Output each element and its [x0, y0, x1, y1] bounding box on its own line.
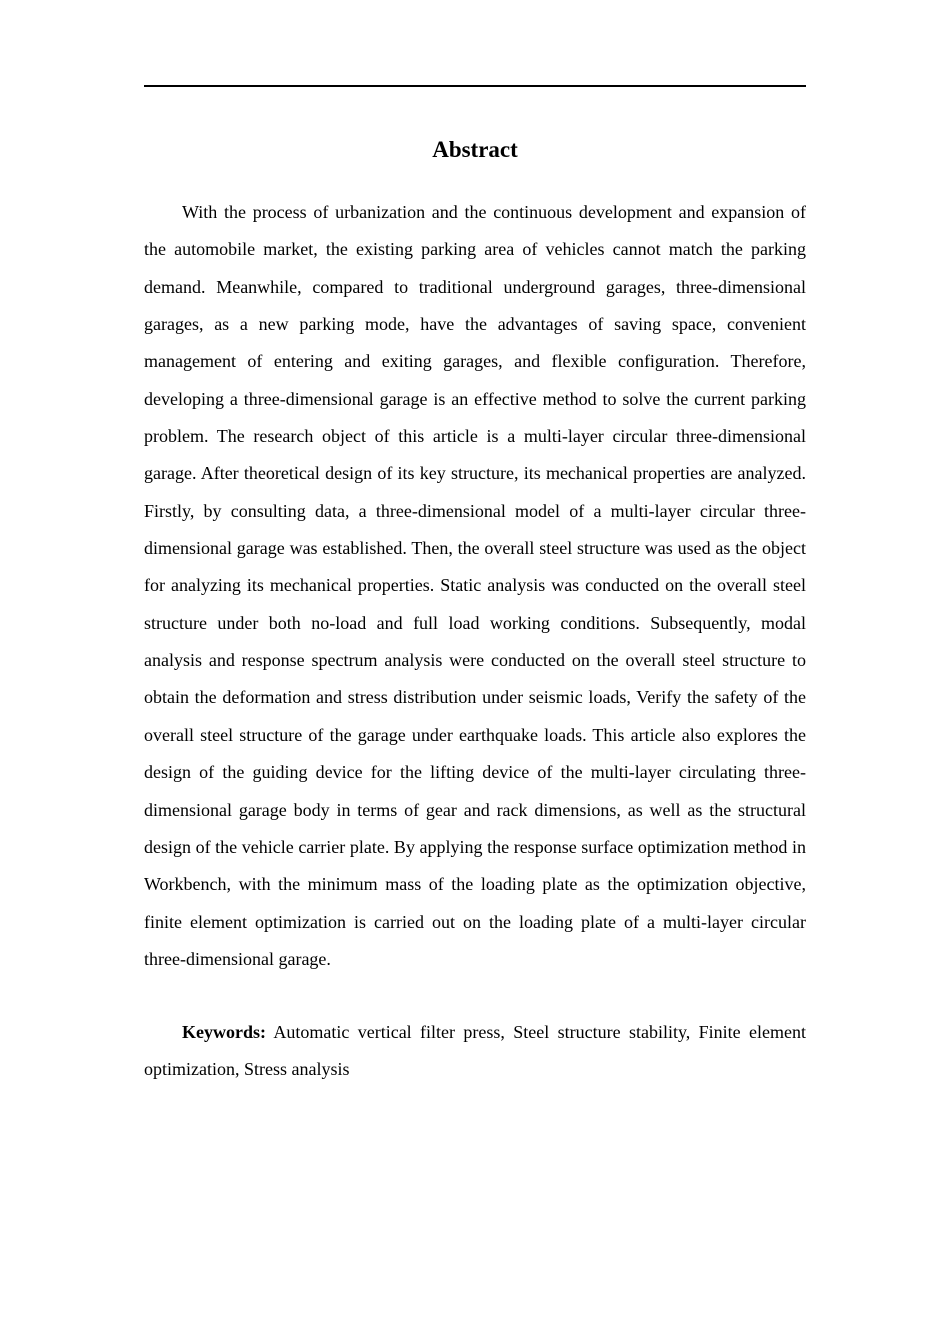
document-page — [144, 0, 806, 1344]
header-rule — [144, 85, 806, 87]
page-title: Abstract — [432, 137, 518, 162]
keywords-text: Automatic vertical filter press, Steel structure stability, Finite element optimization, Stress analysis — [144, 1022, 806, 1080]
keywords-label: Keywords: — [182, 1022, 266, 1042]
keywords-paragraph — [144, 1014, 806, 1089]
abstract-paragraph: With the process of urbanization and the continuous development and expansion of the automobile market, the existing parking area of vehicles cannot match the parking demand. Meanwhile, compared to traditional underground garages, three-dimensional garages, as a new parking mode, have the advantages of saving space, convenient management of entering and exiting garages, and flexible configuration. Therefore, developing a three-dimensional garage is an effective method to solve the current parking problem. The research object of this article is a multi-layer circular three-dimensional garage. After theoretical design of its key structure, its mechanical properties are analyzed. Firstly, by consulting data, a three-dimensional model of a multi-layer circular three-dimensional garage was established. Then, the overall steel structure was used as the object for analyzing its mechanical properties. Static analysis was conducted on the overall steel structure under both no-load and full load working conditions. Subsequently, modal analysis and response spectrum analysis were conducted on the overall steel structure to obtain the deformation and stress distribution under seismic loads, Verify the safety of the overall steel structure of the garage under earthquake loads. This article also explores the design of the guiding device for the lifting device of the multi-layer circulating three-dimensional garage body in terms of gear and rack dimensions, as well as the structural design of the vehicle carrier plate. By applying the response surface optimization method in Workbench, with the minimum mass of the loading plate as the optimization objective, finite element optimization is carried out on the loading plate of a multi-layer circular three-dimensional garage. — [144, 202, 806, 969]
